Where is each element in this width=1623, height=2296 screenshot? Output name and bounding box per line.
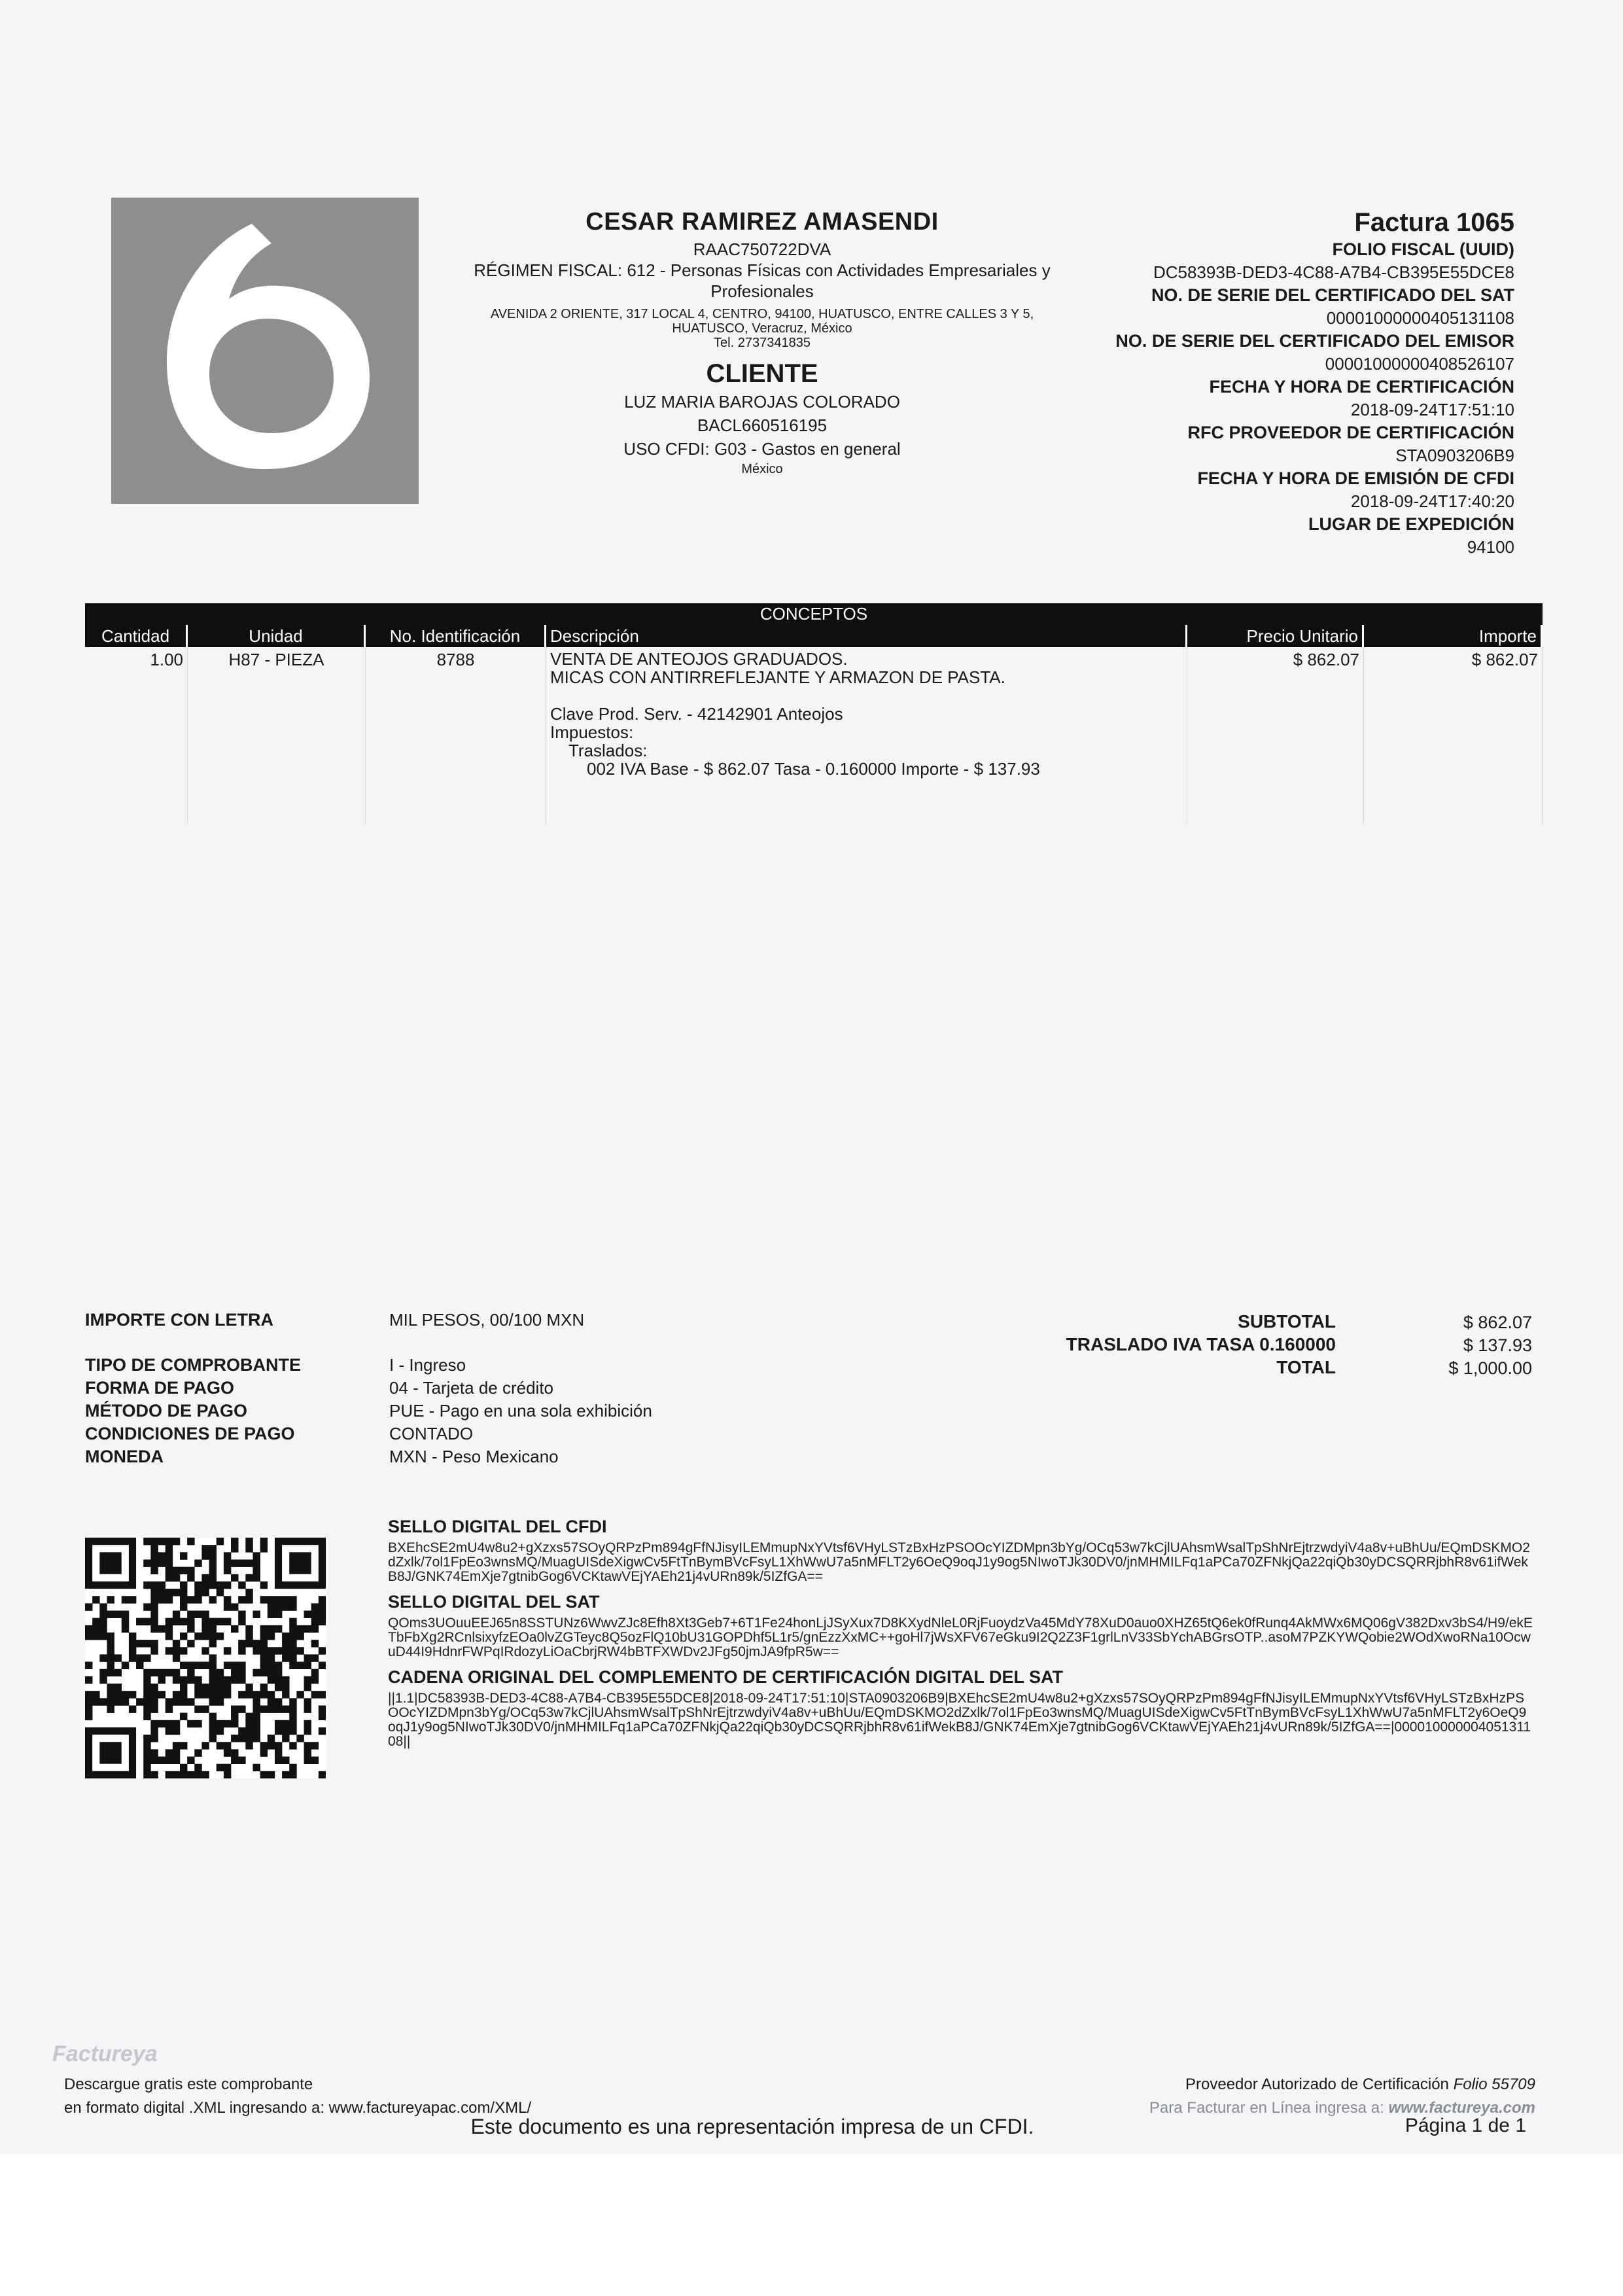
- desc-clave: Clave Prod. Serv. - 42142901 Anteojos: [550, 704, 843, 724]
- cell-importe: $ 862.07: [1364, 647, 1543, 824]
- cert-emisor-value: 00001000000408526107: [1325, 354, 1514, 374]
- sellos-block: [388, 1517, 1533, 1749]
- folio-label: FOLIO FISCAL (UUID): [1332, 239, 1514, 259]
- desc-line-2: MICAS CON ANTIRREFLEJANTE Y ARMAZON DE PASTA.: [550, 667, 1005, 687]
- cell-cantidad: 1.00: [85, 647, 188, 824]
- conceptos-table: [85, 603, 1543, 824]
- lugar-value: 94100: [1467, 537, 1514, 557]
- subtotal-value: $ 862.07: [1463, 1313, 1532, 1332]
- forma-value: 04 - Tarjeta de crédito: [389, 1378, 553, 1398]
- metodo-label: MÉTODO DE PAGO: [85, 1401, 248, 1421]
- header-importe: Importe: [1364, 625, 1543, 647]
- conceptos-title: CONCEPTOS: [85, 603, 1543, 625]
- condiciones-label: CONDICIONES DE PAGO: [85, 1424, 295, 1443]
- sello-sat-value: QOms3UOuuEEJ65n8SSTUNz6WwvZJc8Efh8Xt3Geb7+6T1Fe24honLjJSyXux7D8KXydNleL0RjFuoydzVa45MdY78XuD0auo0XHZ65tQ6ek0fRunq4AkMWx6MQ06gV382Dxv3bS4/H9/ekETbFbXg2RCnlsixyfzEOa0lvZGTeyc8Q5ozFlQ10bU31GOPDhf5L1r5/gnEzzXxMC++goHl7jWsXFV67eGku9I2Q2Z3F1grlLnV33SbYchABGrsOTP..asoM7PZKYWQobie2WOdXwoRNa10OcwuD44I9HdnrFWPqIRdozyLiOaCbrjRW4bBTFXWDv2JFg50jmJA9fpR5w==: [388, 1616, 1533, 1659]
- cell-precio: $ 862.07: [1187, 647, 1364, 824]
- scan-margin: [0, 2154, 1623, 2296]
- rfc-prov-value: STA0903206B9: [1395, 446, 1514, 465]
- fecha-cert-value: 2018-09-24T17:51:10: [1350, 400, 1514, 419]
- header-descripcion: Descripción: [546, 625, 1187, 647]
- facturar-text: Para Facturar en Línea ingresa a:: [1149, 2099, 1384, 2117]
- logo-mark: [111, 198, 419, 504]
- forma-label: FORMA DE PAGO: [85, 1378, 234, 1398]
- client-rfc: BACL660516195: [697, 415, 828, 435]
- provider-folio: Folio 55709: [1453, 2075, 1535, 2093]
- issuer-block: [451, 208, 1073, 476]
- qr-code: [85, 1538, 326, 1778]
- table-header: [85, 625, 1543, 647]
- cell-unidad: H87 - PIEZA: [188, 647, 366, 824]
- header-identificacion: No. Identificación: [366, 625, 546, 647]
- header-precio: Precio Unitario: [1187, 625, 1364, 647]
- issuer-phone: Tel. 2737341835: [714, 336, 811, 350]
- cfdi-representation: Este documento es una representación impresa de un CFDI.: [470, 2115, 1034, 2138]
- condiciones-value: CONTADO: [389, 1424, 474, 1443]
- rfc-prov-label: RFC PROVEEDOR DE CERTIFICACIÓN: [1187, 423, 1514, 442]
- facturar-link[interactable]: www.factureya.com: [1388, 2099, 1535, 2117]
- qr-code-graphic: [85, 1538, 326, 1778]
- desc-line-1: VENTA DE ANTEOJOS GRADUADOS.: [550, 649, 848, 669]
- page-number: Página 1 de 1: [1405, 2115, 1526, 2136]
- client-name: LUZ MARIA BAROJAS COLORADO: [624, 392, 900, 412]
- sello-cfdi-value: BXEhcSE2mU4w8u2+gXzxs57SOyQRPzPm894gFfNJisyILEMmupNxYVtsf6VHyLSTzBxHzPSOOcYIZDMpn3bYg/OCq53w7kCjlUAhsmWsalTpShNrEjtrzwdyiV4a8v+uBhUu/EQmDSKMO2dZxlk/7ol1FpEo3wnsMQ/MuagUISdeXigwCv5FtTnBymBVcFsyL1XhWwU7a5nMFLT2y6OeQ9oqJ1y9og5NIwoTJk30DV0/jnMHMILFq1aPCa70ZFNkjQa22qiQb30yDCSQRRjbhR8v61ifWekB8J/GNK74EmXje7gtnibGog6VCKtawVEjYAEh21j4vURn89k/5IZfGA==: [388, 1540, 1530, 1584]
- cert-sat-label: NO. DE SERIE DEL CERTIFICADO DEL SAT: [1151, 285, 1514, 305]
- table-row: [85, 647, 1543, 824]
- tipo-label: TIPO DE COMPROBANTE: [85, 1355, 302, 1375]
- cert-sat-value: 00001000000405131108: [1326, 308, 1514, 328]
- tipo-value: I - Ingreso: [389, 1355, 466, 1375]
- issuer-regimen: RÉGIMEN FISCAL: 612 - Personas Físicas con Actividades Empresariales y Profesionales: [474, 260, 1051, 301]
- importe-letra-label: IMPORTE CON LETRA: [85, 1310, 273, 1330]
- header-cantidad: Cantidad: [85, 625, 188, 647]
- fecha-emision-value: 2018-09-24T17:40:20: [1350, 491, 1514, 511]
- desc-iva: 002 IVA Base - $ 862.07 Tasa - 0.160000 Importe - $ 137.93: [587, 759, 1040, 779]
- client-heading: CLIENTE: [706, 359, 818, 388]
- sello-cfdi-label: SELLO DIGITAL DEL CFDI: [388, 1517, 607, 1536]
- desc-traslados: Traslados:: [568, 741, 648, 760]
- company-logo: [111, 198, 419, 504]
- provider-line: [1185, 2075, 1535, 2094]
- fecha-cert-label: FECHA Y HORA DE CERTIFICACIÓN: [1209, 377, 1514, 397]
- client-uso-cfdi: USO CFDI: G03 - Gastos en general: [623, 439, 901, 459]
- metodo-value: PUE - Pago en una sola exhibición: [389, 1401, 652, 1421]
- moneda-value: MXN - Peso Mexicano: [389, 1447, 559, 1466]
- importe-letra-value: MIL PESOS, 00/100 MXN: [389, 1310, 585, 1330]
- invoice-title: Factura 1065: [1354, 208, 1514, 237]
- fecha-emision-label: FECHA Y HORA DE EMISIÓN DE CFDI: [1197, 468, 1514, 488]
- total-label: TOTAL: [1276, 1357, 1336, 1377]
- lugar-label: LUGAR DE EXPEDICIÓN: [1308, 514, 1514, 534]
- iva-label: TRASLADO IVA TASA 0.160000: [1066, 1334, 1336, 1354]
- cell-identificacion: 8788: [366, 647, 546, 824]
- sello-sat-label: SELLO DIGITAL DEL SAT: [388, 1592, 600, 1612]
- invoice-info: [1017, 208, 1514, 558]
- provider-text: Proveedor Autorizado de Certificación: [1185, 2075, 1449, 2093]
- download-line-2: en formato digital .XML ingresando a: www.factureyapac.com/XML/: [64, 2099, 532, 2117]
- desc-impuestos: Impuestos:: [550, 722, 634, 742]
- folio-value: DC58393B-DED3-4C88-A7B4-CB395E55DCE8: [1153, 262, 1514, 282]
- cadena-label: CADENA ORIGINAL DEL COMPLEMENTO DE CERTIFICACIÓN DIGITAL DEL SAT: [388, 1667, 1064, 1687]
- subtotal-label: SUBTOTAL: [1238, 1311, 1336, 1332]
- client-country: México: [741, 462, 783, 476]
- cert-emisor-label: NO. DE SERIE DEL CERTIFICADO DEL EMISOR: [1115, 331, 1514, 351]
- issuer-rfc: RAAC750722DVA: [693, 239, 831, 259]
- download-line-1: Descargue gratis este comprobante: [64, 2075, 313, 2093]
- factureya-brand: Factureya: [52, 2041, 158, 2066]
- iva-value: $ 137.93: [1463, 1335, 1532, 1355]
- issuer-name: CESAR RAMIREZ AMASENDI: [585, 208, 939, 236]
- total-value: $ 1,000.00: [1448, 1358, 1532, 1378]
- moneda-label: MONEDA: [85, 1447, 164, 1466]
- cell-descripcion: [546, 647, 1187, 824]
- header-unidad: Unidad: [188, 625, 366, 647]
- cadena-value: ||1.1|DC58393B-DED3-4C88-A7B4-CB395E55DCE8|2018-09-24T17:51:10|STA0903206B9|BXEhcSE2mU4w8u2+gXzxs57SOyQRPzPm894gFfNJisyILEMmupNxYVtsf6VHyLSTzBxHzPSOOcYIZDMpn3bYg/OCq53w7kCjlUAhsmWsalTpShNrEjtrzwdyiV4a8v+uBhUu/EQmDSKMO2dZxlk/7ol1FpEo3wnsMQ/MuagUISdeXigwCv5FtTnBymBVcFsyL1XhWwU7a5nMFLT2y6OeQ9oqJ1y9og5NIwoTJk30DV0/jnMHMILFq1aPCa70ZFNkjQa22qiQb30yDCSQRRjbhR8v61ifWekB8J/GNK74EmXje7gtnibGog6VCKtawVEjYAEh21j4vURn89k/5IZfGA==|00001000000405131108||: [388, 1691, 1531, 1749]
- issuer-address: AVENIDA 2 ORIENTE, 317 LOCAL 4, CENTRO, 94100, HUATUSCO, ENTRE CALLES 3 Y 5, HUATUSCO, Veracruz, México: [490, 307, 1034, 336]
